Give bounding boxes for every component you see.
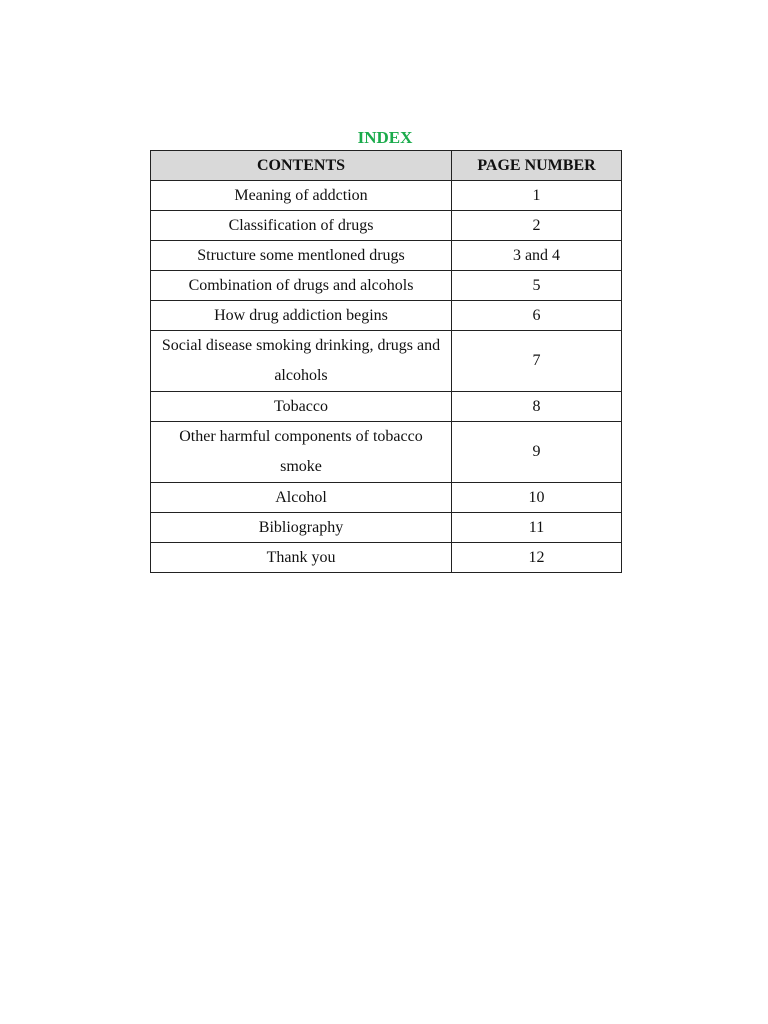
index-title: INDEX xyxy=(357,128,413,147)
table-row xyxy=(151,422,622,483)
row-content: Other harmful components of tobacco smoke xyxy=(151,422,452,483)
row-content: Thank you xyxy=(151,543,452,573)
table-row xyxy=(151,211,622,241)
table-header-row xyxy=(151,151,622,181)
row-content: Meaning of addction xyxy=(151,181,452,211)
table-row xyxy=(151,483,622,513)
table-row xyxy=(151,513,622,543)
table-row xyxy=(151,331,622,392)
table-row xyxy=(151,241,622,271)
row-content: Alcohol xyxy=(151,483,452,513)
row-page-number: 6 xyxy=(452,301,622,331)
row-page-number: 3 and 4 xyxy=(452,241,622,271)
table-row xyxy=(151,543,622,573)
row-content: Structure some mentloned drugs xyxy=(151,241,452,271)
column-header-contents: CONTENTS xyxy=(151,151,452,181)
row-page-number: 8 xyxy=(452,392,622,422)
row-page-number: 5 xyxy=(452,271,622,301)
row-page-number: 1 xyxy=(452,181,622,211)
row-page-number: 9 xyxy=(452,422,622,483)
row-content: Bibliography xyxy=(151,513,452,543)
row-content: Classification of drugs xyxy=(151,211,452,241)
table-row xyxy=(151,392,622,422)
row-content: Combination of drugs and alcohols xyxy=(151,271,452,301)
row-page-number: 12 xyxy=(452,543,622,573)
table-row xyxy=(151,181,622,211)
column-header-page-number: PAGE NUMBER xyxy=(452,151,622,181)
row-content: Social disease smoking drinking, drugs and alcohols xyxy=(151,331,452,392)
row-page-number: 11 xyxy=(452,513,622,543)
row-content: Tobacco xyxy=(151,392,452,422)
row-page-number: 2 xyxy=(452,211,622,241)
index-table xyxy=(150,150,622,573)
table-row xyxy=(151,301,622,331)
row-content: How drug addiction begins xyxy=(151,301,452,331)
row-page-number: 7 xyxy=(452,331,622,392)
table-row xyxy=(151,271,622,301)
row-page-number: 10 xyxy=(452,483,622,513)
